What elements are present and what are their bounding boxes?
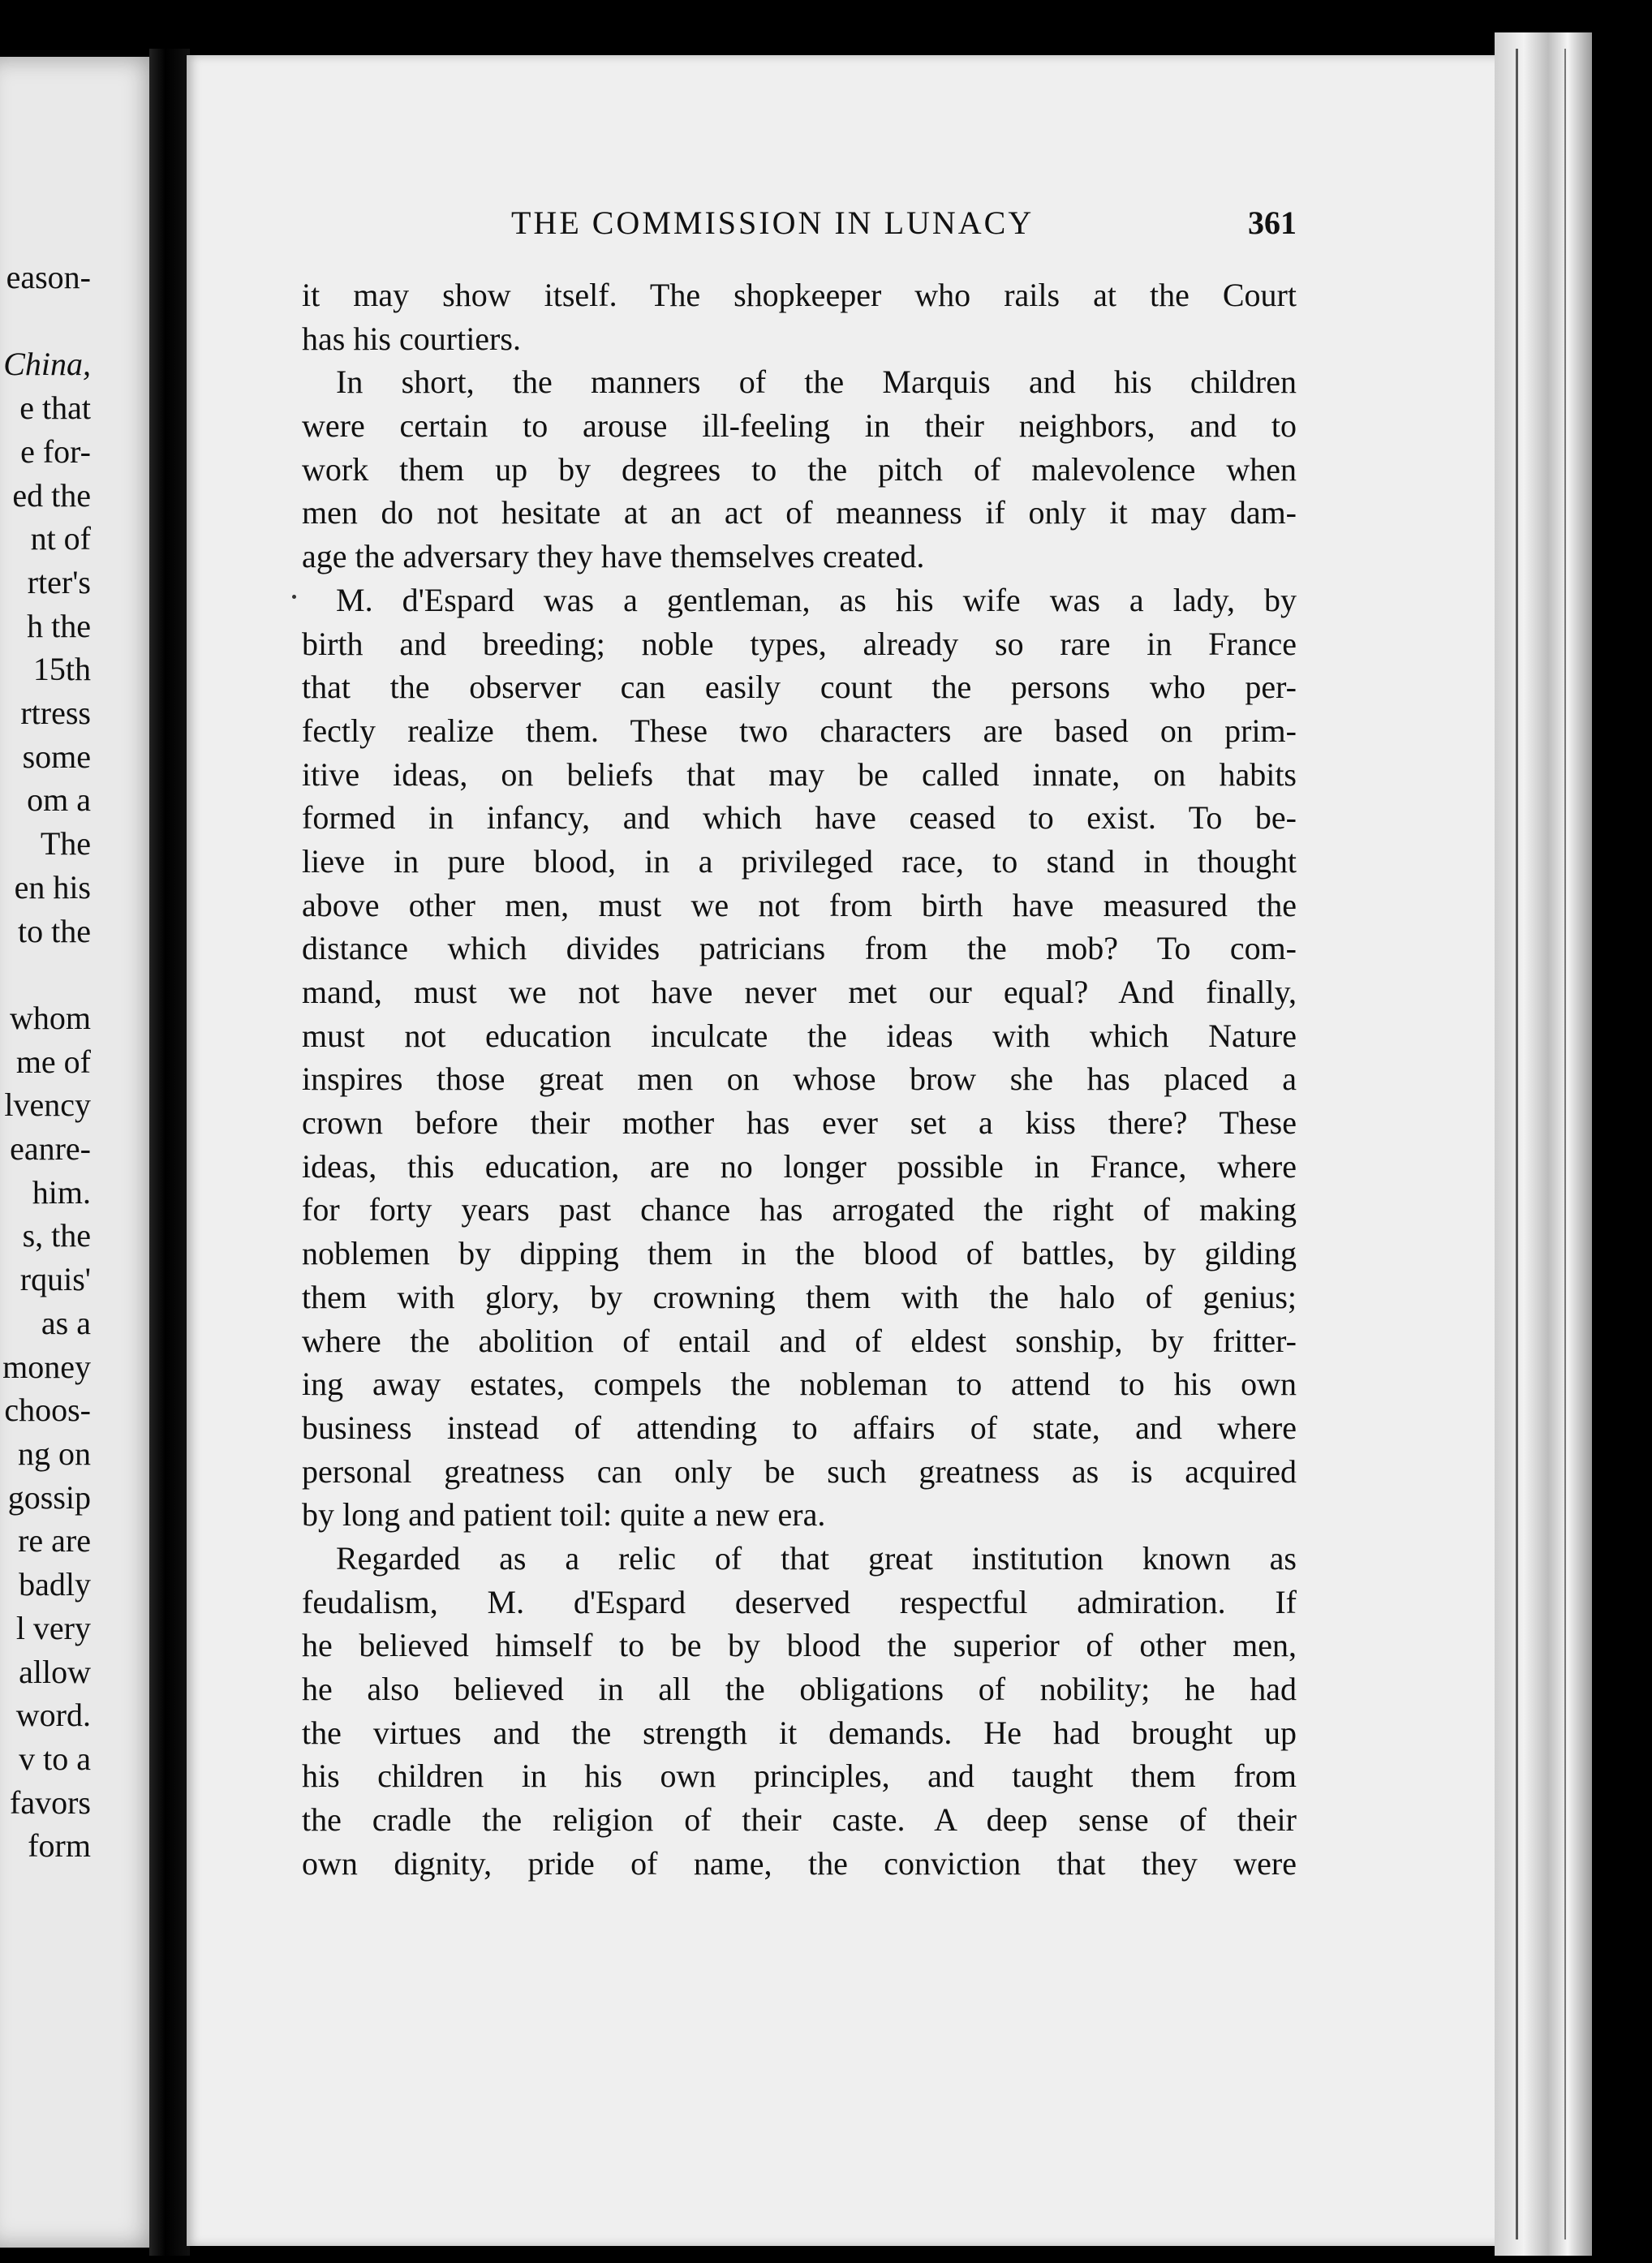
facing-page-line: e that	[19, 389, 91, 427]
facing-page-line: om a	[27, 781, 91, 819]
text-line: formed in infancy, and which have ceased to exist. To be-	[302, 799, 1297, 837]
facing-page-line: ed the	[12, 476, 91, 514]
text-line: M. d'Espard was a gentleman, as his wife was a lady, by	[336, 581, 1297, 618]
page-number: 361	[1248, 204, 1297, 241]
text-line: his children in his own principles, and taught them from	[302, 1757, 1297, 1795]
facing-page-line: me of	[15, 1043, 91, 1080]
text-line: lieve in pure blood, in a privileged race, to stand in thought	[302, 842, 1297, 880]
text-line: mand, must we not have never met our equal? And finally,	[302, 974, 1297, 1010]
text-line: for forty years past chance has arrogated the right of making	[302, 1191, 1297, 1228]
facing-page-line: whom	[10, 999, 91, 1036]
text-line: itive ideas, on beliefs that may be called innate, on habits	[302, 755, 1297, 793]
facing-page-line: nt of	[30, 520, 91, 557]
facing-page-line: to the	[18, 912, 91, 949]
facing-page-line: as a	[41, 1304, 91, 1341]
facing-page-line: some	[22, 738, 91, 775]
text-line: age the adversary they have themselves created.	[302, 538, 925, 575]
text-line: ideas, this education, are no longer possible in France, where	[302, 1147, 1297, 1185]
facing-page-line: re are	[18, 1522, 91, 1560]
text-line: ing away estates, compels the nobleman to attend to his own	[302, 1366, 1297, 1403]
facing-page-line: e for-	[20, 432, 91, 470]
text-line: birth and breeding; noble types, already so rare in France	[302, 625, 1297, 662]
facing-page-line: v to a	[19, 1740, 91, 1777]
facing-page-line: en his	[14, 868, 91, 906]
text-line: personal greatness can only be such greatness as is acquired	[302, 1452, 1297, 1490]
facing-page-line	[2, 953, 91, 996]
facing-page-line: rquis'	[19, 1261, 91, 1298]
margin-mark	[292, 595, 296, 599]
facing-page-fragment	[0, 57, 162, 2248]
text-line: distance which divides patricians from the mob? To com-	[302, 930, 1297, 967]
facing-page-line: favors	[10, 1783, 91, 1821]
text-line: inspires those great men on whose brow she has placed a	[302, 1061, 1297, 1098]
facing-page-line: 15th	[32, 651, 91, 688]
facing-page-line: eanre-	[10, 1130, 91, 1168]
facing-page-line: choos-	[4, 1392, 91, 1429]
text-line: he also believed in all the obligations of nobility; he had	[302, 1671, 1297, 1707]
text-line: In short, the manners of the Marquis and his children	[336, 364, 1297, 401]
text-line: where the abolition of entail and of eldest sonship, by fritter-	[302, 1322, 1297, 1359]
body-text	[302, 273, 1297, 1885]
page-edge-strip	[1495, 32, 1592, 2256]
text-line: men do not hesitate at an act of meanness if only it may dam-	[302, 494, 1297, 531]
text-line: them with glory, by crowning them with the halo of genius;	[302, 1278, 1297, 1315]
text-line: Regarded as a relic of that great institution known as	[336, 1539, 1297, 1577]
facing-page-line: gossip	[7, 1478, 91, 1516]
facing-page-line: badly	[19, 1566, 91, 1603]
text-line: must not education inculcate the ideas with which Nature	[302, 1017, 1297, 1054]
facing-page-line: h the	[27, 607, 91, 644]
facing-page-line: s, the	[22, 1217, 91, 1254]
text-line: noblemen by dipping them in the blood of battles, by gilding	[302, 1235, 1297, 1272]
facing-page-line: ng on	[18, 1435, 91, 1472]
facing-page-line: rter's	[27, 563, 91, 600]
text-line: has his courtiers.	[302, 320, 521, 357]
text-line: he believed himself to be by blood the superior of other men,	[302, 1627, 1297, 1664]
facing-page-line: lvency	[4, 1086, 91, 1124]
page-edge-line	[1516, 49, 1518, 2239]
text-line: that the observer can easily count the persons who per-	[302, 669, 1297, 706]
facing-page-line: money	[2, 1348, 91, 1385]
text-line: own dignity, pride of name, the conviction that they were	[302, 1844, 1297, 1882]
text-line: above other men, must we not from birth have measured the	[302, 886, 1297, 923]
text-line: fectly realize them. These two characters are based on prim-	[302, 712, 1297, 749]
running-title: THE COMMISSION IN LUNACY	[511, 204, 1035, 241]
text-line: business instead of attending to affairs of state, and where	[302, 1409, 1297, 1446]
facing-page-line: China,	[3, 346, 91, 383]
facing-page-line: form	[28, 1827, 91, 1865]
page-edge-line	[1564, 49, 1566, 2239]
book-gutter	[149, 49, 190, 2256]
text-line: were certain to arouse ill-feeling in their neighbors, and to	[302, 407, 1297, 445]
facing-page-line	[2, 299, 91, 343]
facing-page-line: rtress	[20, 695, 91, 732]
text-line: the virtues and the strength it demands. He had brought up	[302, 1714, 1297, 1751]
text-line: work them up by degrees to the pitch of malevolence when	[302, 450, 1297, 488]
facing-page-line: him.	[32, 1173, 91, 1211]
facing-page-line: l very	[15, 1609, 91, 1646]
text-line: the cradle the religion of their caste. A deep sense of their	[302, 1801, 1297, 1839]
facing-page-line: word.	[15, 1697, 91, 1734]
text-line: it may show itself. The shopkeeper who rails at the Court	[302, 277, 1297, 313]
text-line: crown before their mother has ever set a kiss there? These	[302, 1104, 1297, 1142]
facing-page-text	[2, 256, 91, 1868]
facing-page-line: allow	[19, 1653, 91, 1690]
text-line: by long and patient toil: quite a new era.	[302, 1496, 826, 1534]
facing-page-line: eason-	[6, 259, 91, 295]
facing-page-line: The	[40, 825, 91, 863]
text-line: feudalism, M. d'Espard deserved respectful admiration. If	[302, 1583, 1297, 1620]
